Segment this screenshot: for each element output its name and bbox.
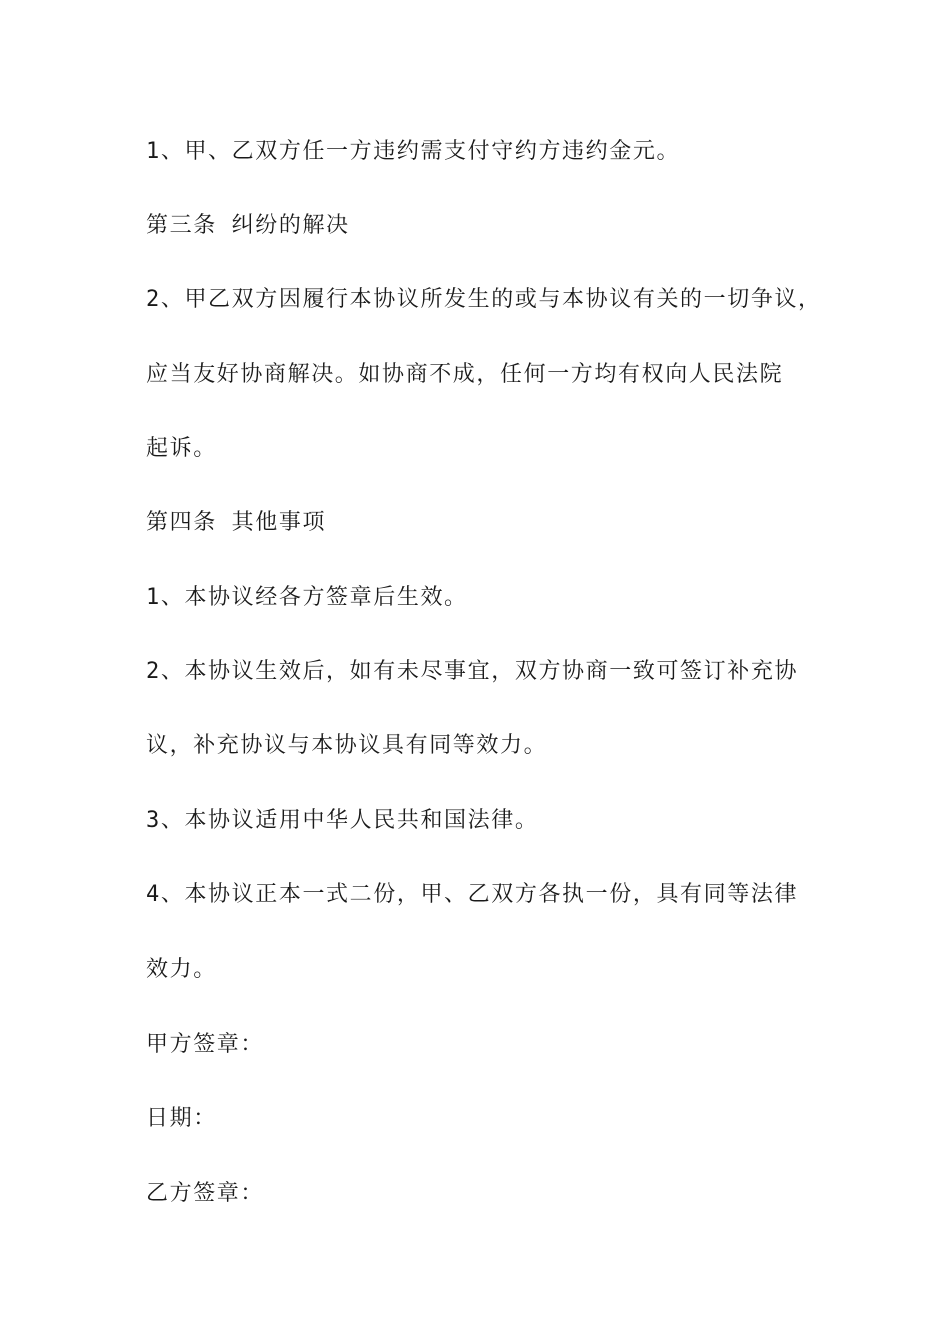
other-clause-2-line-2: 议，补充协议与本协议具有同等效力。 [146,733,548,758]
other-clause-2-line-1: 2、本协议生效后，如有未尽事宜，双方协商一致可签订补充协 [146,659,799,684]
article-4-heading: 第四条 其他事项 [146,510,327,535]
party-b-signature-label: 乙方签章： [146,1181,265,1206]
other-clause-4-line-2: 效力。 [146,957,217,982]
date-label: 日期： [146,1106,217,1131]
dispute-clause-line-2: 应当友好协商解决。如协商不成，任何一方均有权向人民法院 [146,362,784,387]
clause-penalty: 1、甲、乙双方任一方违约需支付守约方违约金元。 [146,139,681,164]
dispute-clause-line-3: 起诉。 [146,436,217,461]
other-clause-3: 3、本协议适用中华人民共和国法律。 [146,808,539,833]
dispute-clause-line-1: 2、甲乙双方因履行本协议所发生的或与本协议有关的一切争议， [146,287,822,312]
other-clause-4-line-1: 4、本协议正本一式二份，甲、乙双方各执一份，具有同等法律 [146,882,799,907]
article-3-heading: 第三条 纠纷的解决 [146,213,350,238]
other-clause-1: 1、本协议经各方签章后生效。 [146,585,468,610]
party-a-signature-label: 甲方签章： [146,1032,265,1057]
